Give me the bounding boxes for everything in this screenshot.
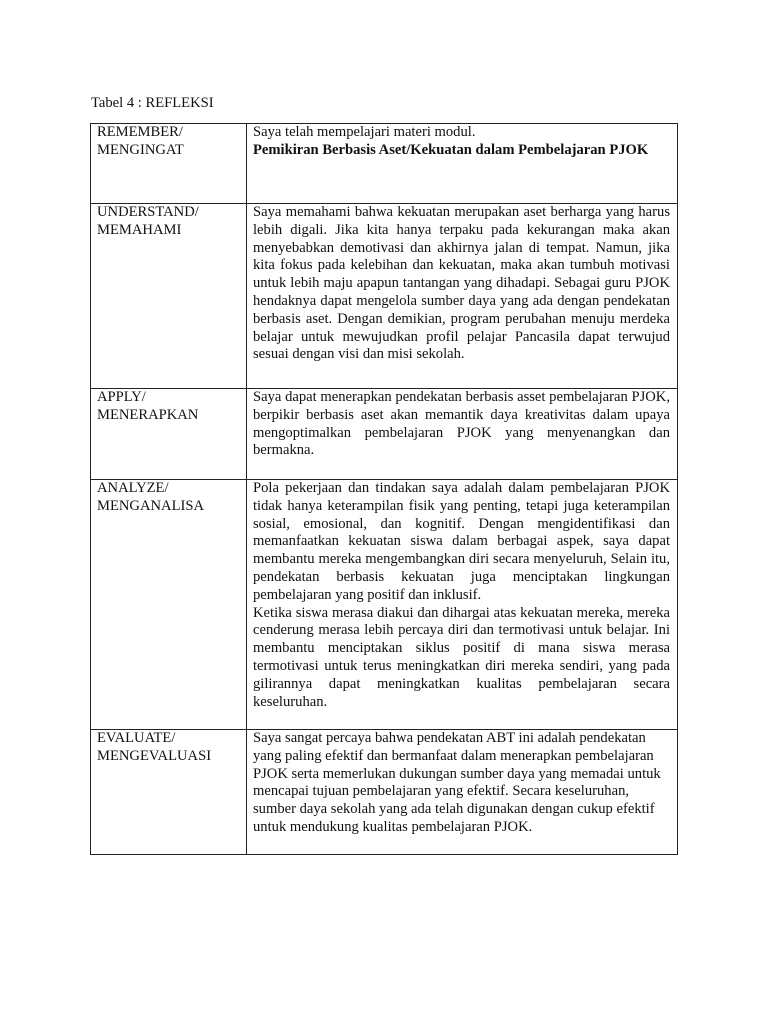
row-content	[247, 124, 678, 204]
row-label	[91, 389, 247, 480]
row-content	[247, 389, 678, 480]
row-label	[91, 124, 247, 204]
table-row-apply	[91, 389, 678, 480]
content-text-2: Ketika siswa merasa diakui dan dihargai atas kekuatan mereka, mereka cenderung merasa lebih percaya diri dan termotivasi untuk belajar. Ini membantu menciptakan siklus positif di mana siswa merasa termotivasi untuk terus meningkatkan diri mereka sendiri, yang pada gilirannya dapat meningkatkan kualitas pembelajaran secara keseluruhan.	[253, 604, 670, 710]
label-line-2: MENGANALISA	[97, 497, 205, 514]
label-line-1: APPLY/	[97, 389, 146, 405]
content-text: Saya dapat menerapkan pendekatan berbasis asset pembelajaran PJOK, berpikir berbasis aset akan memantik daya kreativitas dalam upaya mengoptimalkan pembelajaran PJOK yang menyenangkan dan bermakna.	[253, 389, 670, 459]
row-label	[91, 730, 247, 855]
label-line-1: EVALUATE/	[97, 730, 176, 746]
table-row-evaluate	[91, 730, 678, 855]
row-content	[247, 204, 678, 389]
label-line-2: MENGEVALUASI	[97, 747, 212, 764]
row-label	[91, 480, 247, 730]
table-row-remember	[91, 124, 678, 204]
content-text: Saya sangat percaya bahwa pendekatan ABT ini adalah pendekatan yang paling efektif dan bermanfaat dalam menerapkan pembelajaran PJOK serta memerlukan dukungan sumber daya yang memadai untuk mencapai tujuan pembelajaran yang efektif. Secara keseluruhan, sumber daya sekolah yang ada telah digunakan dengan cukup efektif untuk mendukung kualitas pembelajaran PJOK.	[253, 730, 661, 835]
label-line-2: MENGINGAT	[97, 141, 184, 158]
content-text: Pola pekerjaan dan tindakan saya adalah dalam pembelajaran PJOK tidak hanya keterampilan fisik yang penting, tetapi juga keterampilan sosial, emosional, dan kognitif. Dengan mengidentifikasi dan memanfaatkan kekuatan siswa dalam berbagai aspek, saya dapat membantu mereka mengembangkan diri secara menyeluruh, Selain itu, pendekatan berbasis kekuatan juga menciptakan lingkungan pembelajaran yang positif dan inklusif.	[253, 480, 670, 603]
table-caption: Tabel 4 : REFLEKSI	[91, 95, 214, 111]
table-row-understand	[91, 204, 678, 389]
label-line-2: MENERAPKAN	[97, 406, 199, 423]
reflection-table	[90, 123, 678, 855]
label-line-1: REMEMBER/	[97, 124, 183, 140]
label-line-1: UNDERSTAND/	[97, 204, 199, 220]
module-title: Pemikiran Berbasis Aset/Kekuatan dalam Pembelajaran PJOK	[253, 141, 649, 158]
row-label	[91, 204, 247, 389]
label-line-1: ANALYZE/	[97, 480, 169, 496]
content-text: Saya telah mempelajari materi modul.	[253, 124, 476, 140]
row-content	[247, 480, 678, 730]
label-line-2: MEMAHAMI	[97, 221, 182, 238]
row-content	[247, 730, 678, 855]
table-row-analyze	[91, 480, 678, 730]
content-text: Saya memahami bahwa kekuatan merupakan aset berharga yang harus lebih digali. Jika kita hanya terpaku pada kekurangan maka akan menyebabkan demotivasi dan akhirnya jalan di tempat. Namun, jika kita fokus pada kelebihan dan kekuatan, maka akan tumbuh motivasi untuk lebih maju apapun tantangan yang dihadapi. Sebagai guru PJOK hendaknya dapat mengelola sumber daya yang ada dengan pendekatan berbasis aset. Dengan demikian, program perubahan menuju merdeka belajar untuk mewujudkan profil pelajar Pancasila dapat terwujud sesuai dengan visi dan misi sekolah.	[253, 204, 670, 363]
